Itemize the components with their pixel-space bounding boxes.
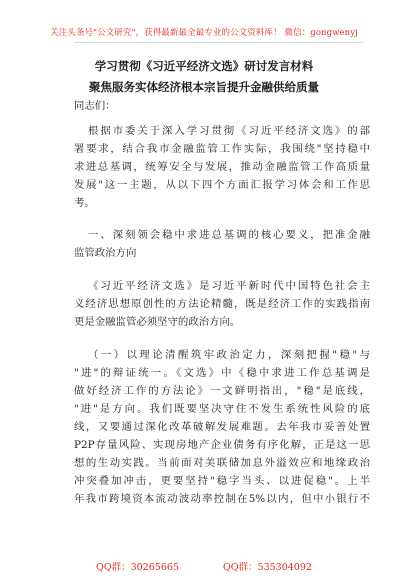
body-line: "进"的辩证统一。《文选》中《稳中求进工作总基调是: [74, 367, 370, 379]
header-divider: [74, 42, 364, 43]
doc-subtitle: 聚焦服务实体经济根本宗旨提升金融供给质量: [89, 80, 319, 94]
body-line: 义经济思想原创性的方法论精髓，既是经济工作的实践指南: [74, 298, 370, 310]
body-line: 线，又要通过深化改革破解发展难题。去年我市妥善处置: [74, 421, 370, 433]
body-line: 做好经济工作的方法论》一文鲜明指出，"稳"是底线，: [74, 385, 370, 397]
body-line: 《习近平经济文选》是习近平新时代中国特色社会主: [88, 280, 370, 292]
body-line: 求进总基调，统筹安全与发展，推动金融监管工作高质量: [74, 161, 370, 173]
body-line: 想的生动实践。当前面对美联储加息外溢效应和地缘政治: [74, 457, 370, 469]
body-line: "进"是方向。我们既要坚决守住不发生系统性风险的底: [74, 403, 370, 415]
body-line: 发展"这一主题，从以下四个方面汇报学习体会和工作思: [74, 179, 370, 191]
salutation: 同志们：: [74, 100, 116, 112]
section-heading: 监管政治方向: [74, 247, 137, 259]
section-heading: 一、深刻领会稳中求进总基调的核心要义，把准金融: [88, 229, 370, 241]
body-line: 冲突叠加冲击，更要坚持"稳字当头、以进促稳"。上半: [74, 475, 370, 487]
body-line: P2P存量风险、实现房地产企业债务有序化解，正是这一思: [74, 439, 370, 451]
doc-title: 学习贯彻《习近平经济文选》研讨发言材料: [94, 59, 314, 73]
header-notice: 关注头条号"公文研究"，获得最新最全最专业的公文资料库！ 微信：gongwenyj: [50, 28, 358, 38]
body-line: 考。: [74, 197, 95, 209]
footer-contacts: [0, 559, 408, 573]
footer-qq-group-2: QQ群：535304092: [222, 562, 312, 573]
body-line: 更是金融监管必须坚守的政治方向。: [74, 316, 241, 328]
body-line: 署要求，结合我市金融监管工作实际，我围绕"坚持稳中: [74, 143, 370, 155]
body-line: 根据市委关于深入学习贯彻《习近平经济文选》的部: [88, 125, 370, 137]
body-line: （一）以理论清醒筑牢政治定力，深刻把握"稳"与: [88, 349, 370, 361]
body-line: 年我市跨境资本流动波动率控制在5%以内，但中小银行不: [74, 493, 370, 505]
footer-qq-group-1: QQ群：30265665: [96, 562, 179, 573]
